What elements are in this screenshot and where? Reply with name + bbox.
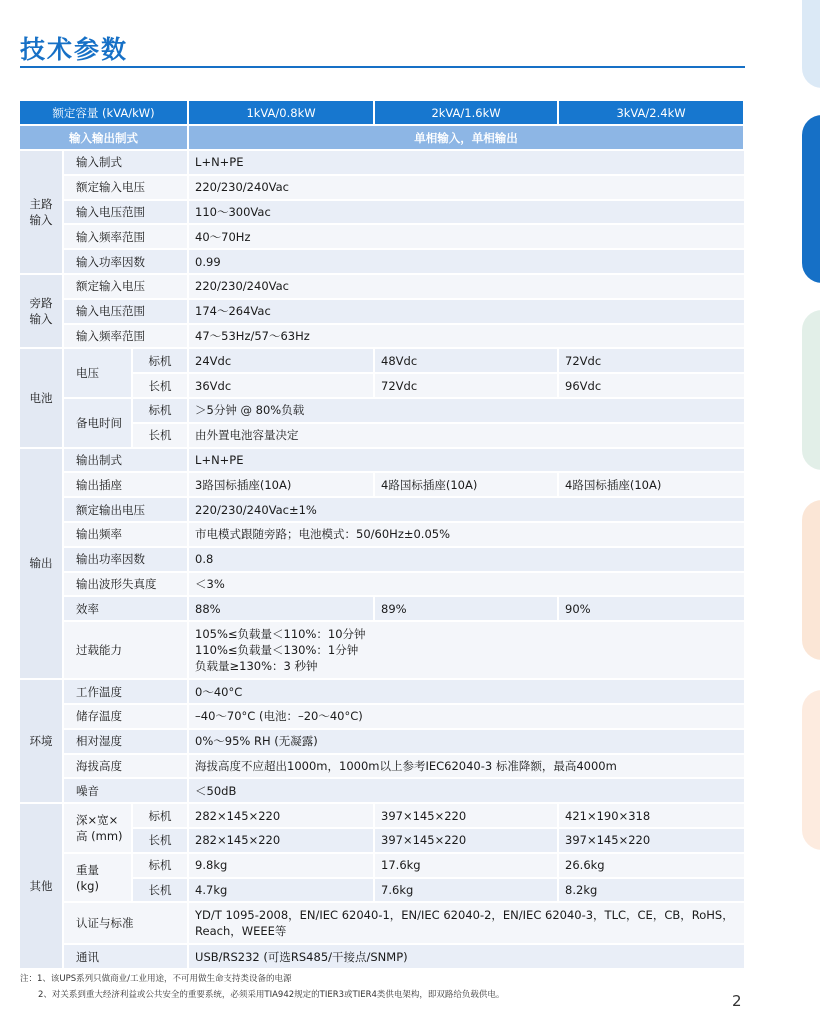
row-value: 220/230/240Vac xyxy=(188,175,744,200)
group-environment: 环境 xyxy=(20,679,63,803)
row-value: 7.6kg xyxy=(374,878,558,903)
row-value: 17.6kg xyxy=(374,853,558,878)
row-value: 40～70Hz xyxy=(188,224,744,249)
table-row xyxy=(20,679,744,704)
table-row xyxy=(20,778,744,803)
footnote-1: 注：1、该UPS系列只做商业/工业用途，不可用做生命支持类设备的电源 xyxy=(20,974,292,984)
model-1-header: 1kVA/0.8kW xyxy=(188,101,374,125)
group-other: 其他 xyxy=(20,803,63,969)
dimension-label: 深×宽×高 (mm) xyxy=(63,803,132,853)
side-tab-light-green xyxy=(802,310,820,470)
title-divider xyxy=(20,66,745,68)
row-value: ＞5分钟 @ 80%负载 xyxy=(188,398,744,423)
row-label: 噪音 xyxy=(63,778,188,803)
io-mode-row xyxy=(20,125,744,150)
row-value: 0.99 xyxy=(188,249,744,274)
row-label: 海拔高度 xyxy=(63,754,188,779)
row-value: 397×145×220 xyxy=(558,828,744,853)
row-value: 47～53Hz/57～63Hz xyxy=(188,324,744,349)
weight-label: 重量 (kg) xyxy=(63,853,132,903)
overload-values xyxy=(188,621,744,679)
group-bypass-input: 旁路输入 xyxy=(20,274,63,348)
row-value: L+N+PE xyxy=(188,150,744,175)
row-value: 282×145×220 xyxy=(188,803,374,828)
table-row xyxy=(20,729,744,754)
long-model-label: 长机 xyxy=(132,828,188,853)
long-model-label: 长机 xyxy=(132,373,188,398)
table-row xyxy=(20,522,744,547)
row-label: 输出插座 xyxy=(63,472,188,497)
std-model-label: 标机 xyxy=(132,398,188,423)
row-label: 认证与标准 xyxy=(63,902,188,944)
row-value: USB/RS232 (可选RS485/干接点/SNMP) xyxy=(188,944,744,969)
table-row xyxy=(20,299,744,324)
row-value: 由外置电池容量决定 xyxy=(188,423,744,448)
row-value: 397×145×220 xyxy=(374,803,558,828)
row-value: 110～300Vac xyxy=(188,200,744,225)
overload-line: 110%≤负载量＜130%：1分钟 xyxy=(195,643,359,658)
row-value: L+N+PE xyxy=(188,448,744,473)
table-row xyxy=(20,596,744,621)
row-label: 工作温度 xyxy=(63,679,188,704)
side-tab-light-peach xyxy=(802,690,820,850)
side-tab-light-orange xyxy=(802,500,820,660)
row-value: 88% xyxy=(188,596,374,621)
side-tab-blue xyxy=(802,115,820,283)
row-label: 通讯 xyxy=(63,944,188,969)
row-value: 海拔高度不应超出1000m，1000m以上参考IEC62040-3 标准降额，最高4000m xyxy=(188,754,744,779)
row-value: 89% xyxy=(374,596,558,621)
row-value: 421×190×318 xyxy=(558,803,744,828)
table-header-row xyxy=(20,101,744,125)
row-value: 282×145×220 xyxy=(188,828,374,853)
table-row xyxy=(20,348,744,373)
row-value: 0.8 xyxy=(188,547,744,572)
row-label: 输出频率 xyxy=(63,522,188,547)
table-row xyxy=(20,754,744,779)
row-value: 0%～95% RH (无凝露) xyxy=(188,729,744,754)
row-label: 输入制式 xyxy=(63,150,188,175)
row-value: –40～70°C (电池：–20～40°C) xyxy=(188,704,744,729)
row-value: 9.8kg xyxy=(188,853,374,878)
row-label: 额定输出电压 xyxy=(63,497,188,522)
io-mode-value: 单相输入，单相输出 xyxy=(188,125,744,150)
page-number: 2 xyxy=(732,992,742,1010)
table-row xyxy=(20,621,744,679)
row-value: 市电模式跟随旁路；电池模式：50/60Hz±0.05% xyxy=(188,522,744,547)
overload-line: 负载量≥130%：3 秒钟 xyxy=(195,659,318,674)
group-main-input: 主路输入 xyxy=(20,150,63,274)
certification-value: YD/T 1095-2008，EN/IEC 62040-1，EN/IEC 62040-2，EN/IEC 62040-3，TLC，CE，CB，RoHS，Reach，WEEE等 xyxy=(188,902,744,944)
row-value: 174～264Vac xyxy=(188,299,744,324)
row-label: 相对湿度 xyxy=(63,729,188,754)
row-value: 48Vdc xyxy=(374,348,558,373)
row-label: 输入频率范围 xyxy=(63,224,188,249)
row-label: 输出功率因数 xyxy=(63,547,188,572)
row-value: 24Vdc xyxy=(188,348,374,373)
row-value: 4路国标插座(10A) xyxy=(558,472,744,497)
table-row xyxy=(20,944,744,969)
row-value: 397×145×220 xyxy=(374,828,558,853)
row-value: 4.7kg xyxy=(188,878,374,903)
row-value: 72Vdc xyxy=(374,373,558,398)
table-row xyxy=(20,398,744,423)
row-label: 输入功率因数 xyxy=(63,249,188,274)
overload-line: 105%≤负载量＜110%：10分钟 xyxy=(195,627,366,642)
capacity-header: 额定容量 (kVA/kW) xyxy=(20,101,188,125)
table-row xyxy=(20,448,744,473)
row-label: 过载能力 xyxy=(63,621,188,679)
row-value: 72Vdc xyxy=(558,348,744,373)
row-value: ＜3% xyxy=(188,572,744,597)
spec-table xyxy=(20,101,745,970)
group-battery: 电池 xyxy=(20,348,63,447)
table-row xyxy=(20,902,744,944)
table-row xyxy=(20,200,744,225)
row-value: 8.2kg xyxy=(558,878,744,903)
table-row xyxy=(20,150,744,175)
row-value: ＜50dB xyxy=(188,778,744,803)
table-row xyxy=(20,803,744,828)
io-mode-label: 输入输出制式 xyxy=(20,125,188,150)
row-label: 额定输入电压 xyxy=(63,274,188,299)
row-label: 储存温度 xyxy=(63,704,188,729)
footnote-2: 2、对关系到重大经济利益或公共安全的重要系统，必须采用TIA942规定的TIER3或TIER4类供电架构，即双路给负载供电。 xyxy=(38,990,505,1000)
row-value: 96Vdc xyxy=(558,373,744,398)
table-row xyxy=(20,704,744,729)
row-value: 0～40°C xyxy=(188,679,744,704)
row-label: 额定输入电压 xyxy=(63,175,188,200)
table-row xyxy=(20,853,744,878)
std-model-label: 标机 xyxy=(132,348,188,373)
std-model-label: 标机 xyxy=(132,853,188,878)
row-label: 输出波形失真度 xyxy=(63,572,188,597)
battery-backup-label: 备电时间 xyxy=(63,398,132,448)
page-title: 技术参数 xyxy=(20,35,129,64)
row-label: 输入电压范围 xyxy=(63,200,188,225)
row-label: 输出制式 xyxy=(63,448,188,473)
group-output: 输出 xyxy=(20,448,63,680)
row-label: 效率 xyxy=(63,596,188,621)
row-label: 输入频率范围 xyxy=(63,324,188,349)
footnotes xyxy=(20,971,740,1003)
table-row xyxy=(20,274,744,299)
row-value: 36Vdc xyxy=(188,373,374,398)
row-value: 90% xyxy=(558,596,744,621)
table-row xyxy=(20,324,744,349)
table-row xyxy=(20,497,744,522)
row-value: 4路国标插座(10A) xyxy=(374,472,558,497)
row-value: 3路国标插座(10A) xyxy=(188,472,374,497)
model-2-header: 2kVA/1.6kW xyxy=(374,101,558,125)
std-model-label: 标机 xyxy=(132,803,188,828)
table-row xyxy=(20,175,744,200)
table-row xyxy=(20,224,744,249)
row-value: 26.6kg xyxy=(558,853,744,878)
long-model-label: 长机 xyxy=(132,423,188,448)
model-3-header: 3kVA/2.4kW xyxy=(558,101,744,125)
table-row xyxy=(20,249,744,274)
row-value: 220/230/240Vac±1% xyxy=(188,497,744,522)
table-row xyxy=(20,472,744,497)
side-tab-light-blue xyxy=(802,0,820,88)
long-model-label: 长机 xyxy=(132,878,188,903)
row-value: 220/230/240Vac xyxy=(188,274,744,299)
row-label: 输入电压范围 xyxy=(63,299,188,324)
battery-voltage-label: 电压 xyxy=(63,348,132,398)
table-row xyxy=(20,547,744,572)
table-row xyxy=(20,572,744,597)
